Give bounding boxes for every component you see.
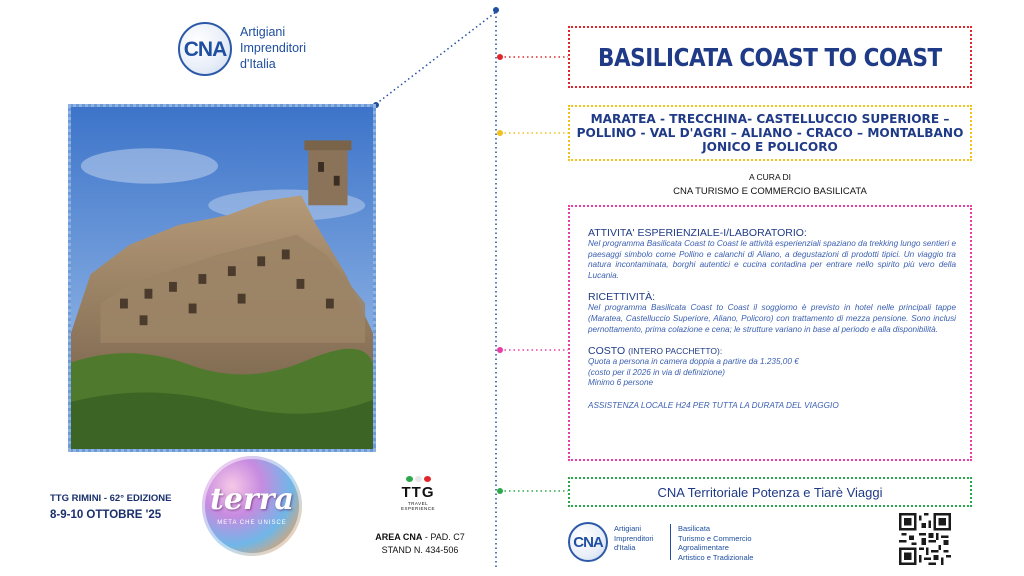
places-box xyxy=(568,105,972,161)
connector-dot-title xyxy=(497,54,503,60)
stand-info xyxy=(365,532,475,555)
cna-logo-mark: CNA xyxy=(573,534,603,551)
cost-heading xyxy=(588,345,956,357)
ttg-edition xyxy=(50,493,172,521)
terra-logo-word: terra xyxy=(210,482,294,517)
details-box xyxy=(568,205,972,461)
stand-number: STAND N. 434-506 xyxy=(381,545,459,555)
curated-organizer: CNA TURISMO E COMMERCIO BASILICATA xyxy=(673,186,867,197)
cna-footer-tagline-line: Artigiani xyxy=(614,524,642,533)
cna-sector-line: Artistico e Tradizionale xyxy=(678,552,754,562)
page-title: BASILICATA COAST TO COAST xyxy=(598,42,942,72)
ttg-logo-sub: TRAVEL EXPERIENCE xyxy=(400,501,435,511)
cna-sector xyxy=(678,524,753,562)
craco-photo xyxy=(68,104,376,452)
stand-pad: - PAD. C7 xyxy=(424,532,465,542)
stand-area-label: AREA CNA xyxy=(375,532,423,542)
cna-tagline xyxy=(240,24,306,72)
cna-sector-line: Basilicata xyxy=(678,524,711,533)
cna-sector-line: Agroalimentare xyxy=(678,543,729,552)
connector-dot-top xyxy=(493,7,499,13)
activities-text: Nel programma Basilicata Coast to Coast le attività esperienziali spaziano da trekking lungo sentieri e paesaggi simbolo come Pollino e calanchi di Aliano, a degustazioni di prodotti tipici. Un viaggio tra natura incontaminata, borghi autentici e cucina contadina per entrare nello spirito più vero della Lucania. xyxy=(588,239,956,280)
cna-logo-mark: CNA xyxy=(183,38,227,61)
partners-text: CNA Territoriale Potenza e Tiarè Viaggi xyxy=(657,484,883,500)
craco-photo-illustration xyxy=(71,107,373,449)
cna-footer-tagline xyxy=(614,524,654,553)
title-box xyxy=(568,26,972,88)
cost-heading-note: (INTERO PACCHETTO): xyxy=(628,346,723,357)
assistance-note: ASSISTENZA LOCALE H24 PER TUTTA LA DURATA DEL VIAGGIO xyxy=(588,400,839,410)
cna-basilicata-logo xyxy=(566,520,796,564)
cna-logo-icon xyxy=(178,22,232,76)
ttg-logo xyxy=(398,476,438,511)
qr-code-icon[interactable] xyxy=(899,513,951,565)
cna-logo xyxy=(178,22,368,78)
cna-logo-icon xyxy=(568,522,608,562)
ttg-edition-dates: 8-9-10 OTTOBRE '25 xyxy=(50,509,162,521)
cna-footer-tagline-line: d'Italia xyxy=(614,543,636,552)
logo-divider xyxy=(670,524,671,560)
activities-heading: ATTIVITA' ESPERIENZIALE-I/LABORATORIO: xyxy=(588,227,807,239)
cna-tagline-line: d'Italia xyxy=(240,57,276,71)
cost-heading-label: COSTO xyxy=(588,345,626,358)
terra-logo xyxy=(202,456,302,556)
places-list: MARATEA - TRECCHINA- CASTELLUCCIO SUPERIORE – POLLINO - VAL D'AGRI – ALIANO - CRACO – MONTALBANO JONICO E POLICORO xyxy=(576,111,964,154)
cost-line: (costo per il 2026 in via di definizione) xyxy=(588,367,725,377)
connector-dot-partners xyxy=(497,488,503,494)
connector-dot-details xyxy=(497,347,503,353)
connector-dot-places xyxy=(497,130,503,136)
cost-line: Quota a persona in camera doppia a partire da 1.235,00 € xyxy=(588,357,799,367)
ttg-edition-label: TTG RIMINI - 62° EDIZIONE xyxy=(50,493,172,504)
lodging-text: Nel programma Basilicata Coast to Coast il soggiorno è previsto in hotel nelle principali tappe (Maratea, Castelluccio Superiore, Aliano, Policoro) con trattamento di mezza pensione. Sono inclusi pernottamento, prima colazione e cena; le strutture variano in base al periodo e alla disponibilità. xyxy=(588,303,956,334)
lodging-heading: RICETTIVITÀ: xyxy=(588,291,656,304)
partners-box xyxy=(568,477,972,507)
ttg-logo-mark: TTG xyxy=(401,484,435,501)
curated-label: A CURA DI xyxy=(748,172,792,182)
cost-line: Minimo 6 persone xyxy=(588,378,654,388)
cna-tagline-line: Imprenditori xyxy=(240,41,306,55)
cna-tagline-line: Artigiani xyxy=(240,25,286,39)
cna-footer-tagline-line: Imprenditori xyxy=(614,533,654,543)
stand-area xyxy=(365,532,475,542)
italian-flag-icon xyxy=(398,476,438,482)
terra-logo-sub: META CHE UNISCE xyxy=(217,520,287,526)
curated-by xyxy=(600,172,940,197)
cna-sector-line: Turismo e Commercio xyxy=(678,533,752,543)
